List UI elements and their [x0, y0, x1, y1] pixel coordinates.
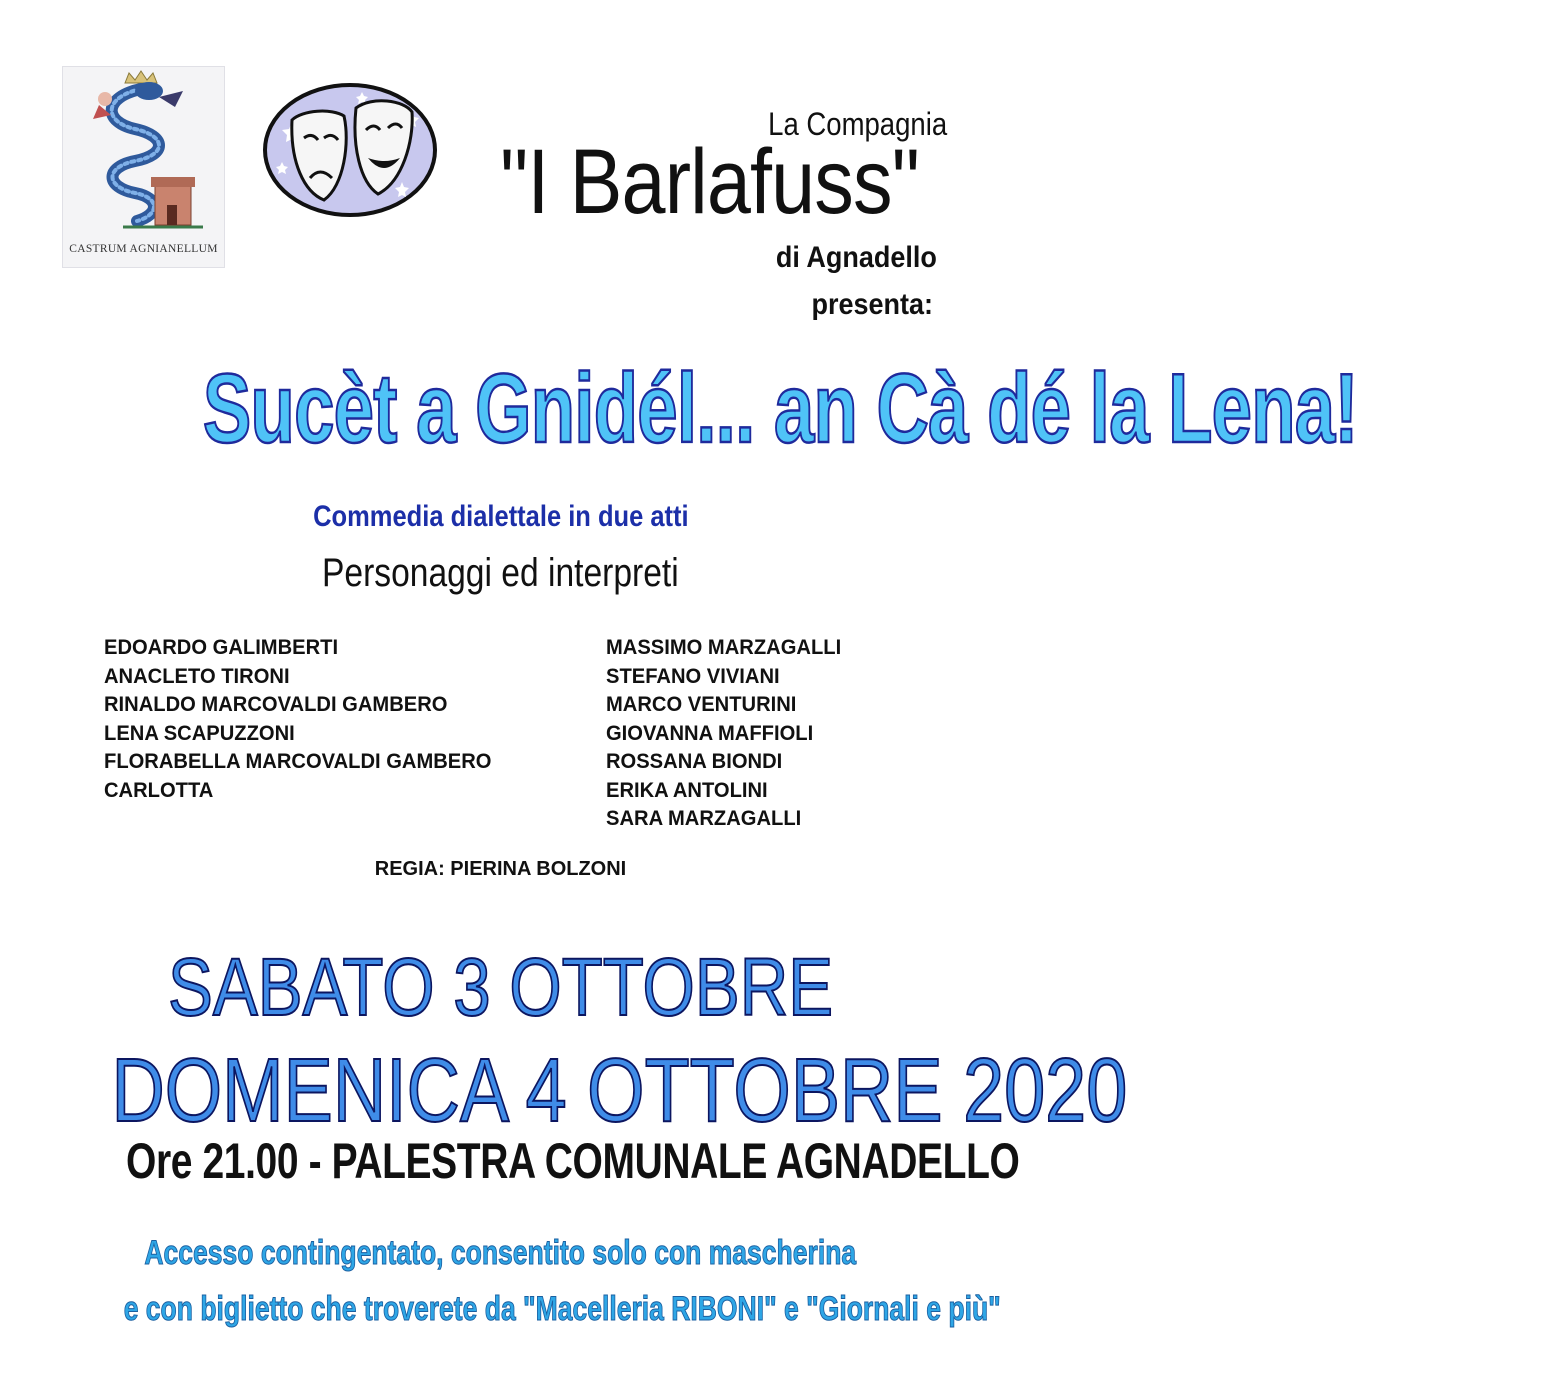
actors-list: [606, 634, 851, 834]
company-name: "I Barlafuss": [500, 131, 919, 233]
time-and-venue: [0, 1132, 1020, 1190]
company-pre-title: La Compagnia: [767, 106, 947, 142]
access-note-text: Accesso contingentato, consentito solo con mascherina: [144, 1234, 857, 1272]
crest-caption: CASTRUM AGNIANELLUM: [69, 243, 218, 255]
municipal-crest-logo: [62, 66, 225, 268]
time-and-venue-text: Ore 21.00 - PALESTRA COMUNALE AGNADELLO: [125, 1133, 1020, 1189]
roles-list: [104, 634, 508, 805]
director-credit: REGIA: PIERINA BOLZONI: [374, 858, 627, 880]
list-item: RINALDO MARCOVALDI GAMBERO: [104, 693, 448, 716]
list-item: STEFANO VIVIANI: [606, 664, 780, 688]
list-item: ROSSANA BIONDI: [606, 750, 783, 773]
list-item: SARA MARZAGALLI: [606, 807, 802, 830]
list-item: MASSIMO MARZAGALLI: [606, 636, 842, 659]
presents-label: presenta:: [811, 288, 933, 321]
list-item: CARLOTTA: [104, 778, 214, 802]
play-title: [0, 338, 1358, 478]
theatre-masks-logo: [262, 82, 438, 218]
list-item: ANACLETO TIRONI: [104, 664, 290, 688]
play-subtitle: [0, 500, 1001, 534]
show-date-1: [0, 936, 1001, 1040]
show-date-2: [0, 1036, 1128, 1146]
ticket-note-text: e con biglietto che troverete da "Macelleria RIBONI" e "Giornali e più": [123, 1290, 1001, 1328]
play-title-text: Sucèt a Gnidél... an Cà dé la Lena!: [202, 353, 1358, 463]
play-subtitle-text: Commedia dialettale in due atti: [312, 500, 689, 533]
list-item: MARCO VENTURINI: [606, 693, 797, 716]
list-item: EDOARDO GALIMBERTI: [104, 636, 339, 659]
crest-serpent-icon: [63, 67, 226, 269]
list-item: LENA SCAPUZZONI: [104, 721, 295, 745]
theatre-masks-icon: [262, 82, 438, 218]
access-note: [0, 1234, 1001, 1273]
cast-heading-text: Personaggi ed interpreti: [322, 551, 679, 595]
cast-heading: [0, 551, 1001, 596]
company-location: di Agnadello: [775, 241, 937, 274]
list-item: ERIKA ANTOLINI: [606, 778, 768, 802]
list-item: FLORABELLA MARCOVALDI GAMBERO: [104, 750, 492, 773]
list-item: GIOVANNA MAFFIOLI: [606, 721, 814, 745]
show-date-1-text: SABATO 3 OTTOBRE: [167, 942, 834, 1033]
show-date-2-text: DOMENICA 4 OTTOBRE 2020: [111, 1041, 1128, 1141]
ticket-note: [0, 1290, 1001, 1329]
